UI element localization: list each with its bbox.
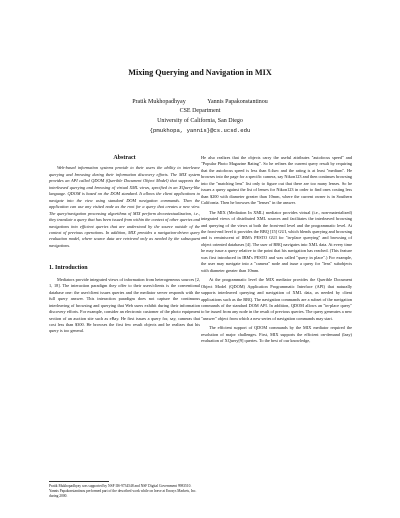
body-paragraph: The efficient support of QDOM commands by the MIX mediator required the resolution of major challenges. First, MIX supports the efficient on-demand (lazy) evaluation of XQuery[9] queries. To the best of our knowledge,: [201, 325, 352, 344]
body-paragraph: The MIX (Mediation In XML) mediator provides virtual (i.e., non-materialized) integrated views of distributed XML sources and facilitates the interleaved browsing and querying of the views at both the front-end level and the programmatic level. At the front-end level it provides the BBQ [15] GUI, which blends querying and browsing and is reminiscent of IBM's PESTO GUI for "in-place querying" and browsing of object oriented databases [4]. The user of BBQ navigates into XML data. At every time he may issue a query relative to the point that his navigation has reached. (This feature was first introduced in IBM's PESTO and was called "query in place".) For example, the user may navigate into a "camera" node and issue a query for "lens" subobjects with diameter greater than 10mm.: [201, 209, 352, 273]
abstract-text: Web-based information systems provide to their users the ability to interleave querying and browsing during their information discovery efforts. The MIX system provides an API called QDOM (Querible Document Object Model) that supports the interleaved querying and browsing of virtual XML views, specified in an XQuery-like language. QDOM is based on the DOM standard. It allows the client applications to navigate into the view using standard DOM navigation commands. Then the application can use any visited node as the root for a query that creates a new view. The query/navigation processing algorithms of MIX perform decontextualization, i.e., they translate a query that has been issued from within the context of other queries and navigations into efficient queries that are understood by the source outside of the context of previous operations. In addition, MIX provides a navigation-driven query evaluation model, where source data are retrieved only as needed by the subsequent navigations.: [49, 165, 200, 248]
abstract-heading: Abstract: [113, 155, 136, 161]
author-email: {pmukhopa, yannis}@cs.ucsd.edu: [149, 127, 251, 135]
author-name: Yannis Papakonstantinou: [207, 99, 268, 105]
section-heading-introduction: 1. Introduction: [49, 265, 88, 272]
university: University of California, San Diego: [157, 117, 243, 124]
body-paragraph: At the programmatic level the MIX mediator provides the Querible Document Object Model (QDOM) Application Programmatic Interface (API) that naturally supports interleaved querying and navigation of XML data, as needed by client applications such as the BBQ. The navigation commands are a subset of the navigation commands of the standard DOM API. In addition, QDOM allows an "in-place query" to be issued from any node in the result of previous queries. The query generates a new "answer" object from which a new series of navigation commands may start.: [201, 277, 352, 321]
author-name: Pratik Mukhopadhyay: [132, 99, 186, 105]
paper-title: Mixing Querying and Navigation in MIX: [128, 68, 272, 77]
left-column: [49, 155, 200, 338]
affiliation: CSE Department: [179, 108, 221, 115]
body-paragraph: He also realizes that the objects carry the useful attributes "autofocus speed" and "Popular Photo Magazine Rating". So he refines the current query result by requiring that the autofocus speed is less than 0.4sec and the rating is at least "medium". He browses into the page for a specific camera, say Nikon123 and then continues browsing into the "matching lens" list only to figure out that there are too many lenses. So he issues a query against the list of lenses for Nikon123 in order to find ones costing less than $200 with diameter greater than 10mm, where the current owner is in Southern California. Then he browses the "lenses" in the answer.: [201, 155, 352, 206]
footnote-rule: [49, 481, 109, 482]
author-names: [0, 98, 400, 107]
footnote: [49, 481, 200, 499]
footnote-text: Pratik Mukhopadhyay was supported by NSF IIS-9734548 and NSF Digital Government 9983510. Yannis Papakonstantinou performed part of the described work while on leave at Enosys Markets, Inc. during 2000.: [49, 484, 197, 498]
author-block: [0, 98, 400, 136]
intro-paragraph: Mediators provide integrated views of information from heterogeneous sources [2, 1, 18]. The interaction paradigm they offer to their users/clients is the conventional database one: the user/client issues queries and the mediator server responds with the full query answer. This interaction paradigm does not capture the continuous interleaving of browsing and querying that Web users exhibit during their information discovery efforts. For example, consider an electronic customer of the photo equipment section of an auction site such as eBay. He first issues a query for, say, cameras that cost less than $300. He browses the first few result objects and he realizes that his query is too general.: [49, 276, 200, 334]
right-column: [201, 155, 352, 348]
